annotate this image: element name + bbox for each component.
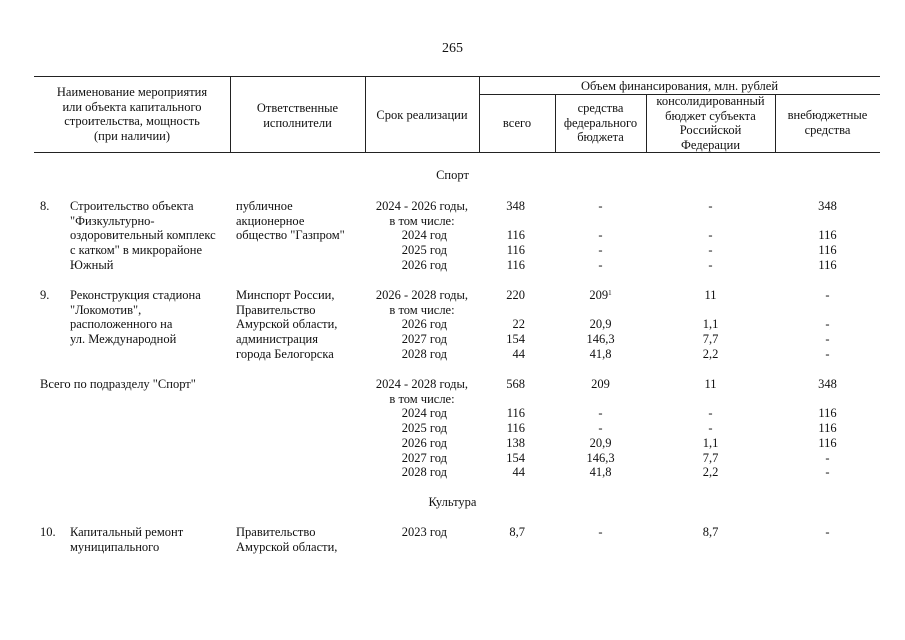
header-extra-cell: внебюджетные средства: [787, 108, 868, 137]
row-number: 10.: [40, 525, 56, 539]
total-label: Всего по подразделу "Спорт": [40, 377, 196, 391]
header-resp-cell: Ответственные исполнители: [256, 101, 339, 130]
row-extra: - - - -: [825, 288, 830, 361]
row-federal: 209 - - 20,9 146,3 41,8: [586, 377, 615, 480]
row-term: 2026 - 2028 годы, в том числе: 2026 год 2027 год 2028 год: [375, 288, 469, 361]
row-number: 8.: [40, 199, 50, 213]
header-name-cell: Наименование мероприятия или объекта капитального строительства, мощность (при наличии): [56, 85, 208, 143]
row-extra: -: [825, 525, 830, 539]
row-term: 2024 - 2028 годы, в том числе: 2024 год 2025 год 2026 год 2027 год 2028 год: [375, 377, 469, 480]
row-name: Реконструкция стадиона "Локомотив", расположенного на ул. Международной: [70, 288, 201, 347]
row-regional: 11 1,1 7,7 2,2: [702, 288, 719, 361]
row-federal: - - - -: [598, 199, 603, 272]
row-number: 9.: [40, 288, 50, 302]
row-resp: Правительство Амурской области,: [236, 525, 338, 554]
row-name: Капитальный ремонт муниципального: [70, 525, 184, 554]
row-total: 348 116 116 116: [506, 199, 525, 272]
row-term: 2024 - 2026 годы, в том числе: 2024 год 2025 год 2026 год: [375, 199, 469, 272]
header-total-cell: всего: [502, 116, 532, 130]
row-total: 8,7: [509, 525, 525, 539]
header-top-rule: [34, 76, 880, 77]
row-extra: 348 116 116 116 - -: [818, 377, 837, 480]
row-term: 2023 год: [401, 525, 447, 539]
row-name: Строительство объекта "Физкультурно- оздоровительный комплекс с катком" в микрорайоне Южный: [70, 199, 216, 272]
row-total: 568 116 116 138 154 44: [506, 377, 525, 480]
header-term-cell: Срок реализации: [376, 108, 468, 122]
row-federal: $209^1$ 20,9 146,3 41,8: [586, 288, 615, 361]
header-regional-cell: консолидированный бюджет субъекта Российской Федерации: [656, 94, 765, 152]
row-regional: - - - -: [708, 199, 713, 272]
row-federal: -: [598, 525, 603, 539]
section-title-sport: Спорт: [436, 168, 469, 182]
row-resp: Минспорт России, Правительство Амурской области, администрация города Белогорска: [236, 288, 338, 361]
row-regional: 11 - - 1,1 7,7 2,2: [702, 377, 719, 480]
row-extra: 348 116 116 116: [818, 199, 837, 272]
header-federal-cell: средства федерального бюджета: [563, 101, 638, 144]
row-regional: 8,7: [702, 525, 719, 539]
row-resp: публичное акционерное общество "Газпром": [236, 199, 345, 243]
page-number: 265: [442, 41, 463, 56]
header-bottom-rule: [34, 152, 880, 153]
footnote-mark: 1: [608, 289, 612, 297]
row-total: 220 22 154 44: [506, 288, 525, 361]
header-funding-title: Объем финансирования, млн. рублей: [580, 79, 779, 93]
section-title-culture: Культура: [428, 495, 477, 509]
